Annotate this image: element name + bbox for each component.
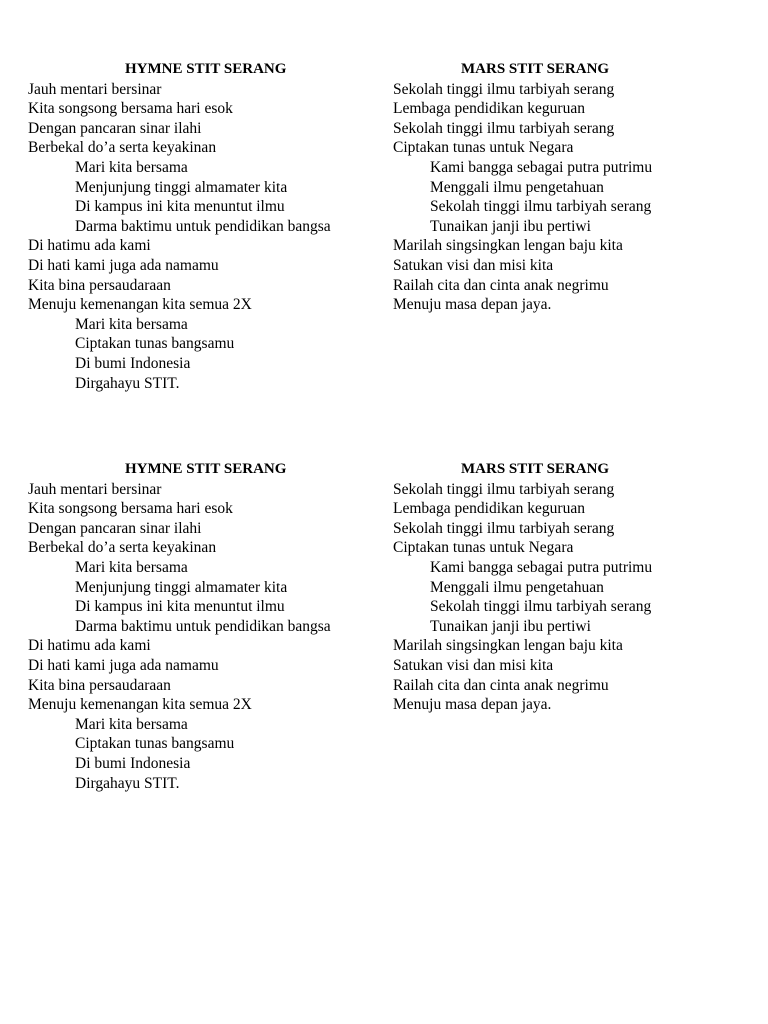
hymne-lyrics	[28, 80, 378, 394]
lyric-line: Di hati kami juga ada namamu	[28, 256, 219, 274]
lyric-line: Jauh mentari bersinar	[28, 80, 162, 98]
hymne-lyrics	[28, 480, 378, 794]
lyric-line: Kita songsong bersama hari esok	[28, 100, 233, 118]
lyric-line: Dengan pancaran sinar ilahi	[28, 519, 202, 537]
lyric-line: Menjunjung tinggi almamater kita	[75, 178, 288, 196]
lyric-line: Kita bina persaudaraan	[28, 276, 171, 294]
lyrics-sheet-copy-2	[0, 460, 768, 800]
lyric-line: Darma baktimu untuk pendidikan bangsa	[75, 217, 331, 235]
lyric-line: Menuju masa depan jaya.	[393, 696, 552, 714]
lyric-line: Di bumi Indonesia	[75, 754, 191, 772]
lyric-line: Lembaga pendidikan keguruan	[393, 100, 585, 118]
lyric-line: Ciptakan tunas untuk Negara	[393, 539, 574, 557]
lyric-line: Dirgahayu STIT.	[75, 374, 180, 392]
hymne-song	[28, 460, 378, 793]
lyric-line: Sekolah tinggi ilmu tarbiyah serang	[430, 198, 652, 216]
lyric-line: Di kampus ini kita menuntut ilmu	[75, 198, 285, 216]
lyric-line: Kami bangga sebagai putra putrimu	[430, 558, 653, 576]
lyric-line: Sekolah tinggi ilmu tarbiyah serang	[393, 480, 615, 498]
lyric-line: Sekolah tinggi ilmu tarbiyah serang	[393, 119, 615, 137]
lyric-line: Menjunjung tinggi almamater kita	[75, 578, 288, 596]
lyrics-sheet-copy-1	[0, 60, 768, 400]
lyric-line: Dengan pancaran sinar ilahi	[28, 119, 202, 137]
lyric-line: Menuju kemenangan kita semua 2X	[28, 296, 252, 314]
lyric-line: Dirgahayu STIT.	[75, 774, 180, 792]
mars-title: MARS STIT SERANG	[461, 461, 610, 477]
lyric-line: Menuju masa depan jaya.	[393, 296, 552, 314]
lyric-line: Mari kita bersama	[75, 158, 188, 176]
lyric-line: Marilah singsingkan lengan baju kita	[393, 237, 623, 255]
lyric-line: Sekolah tinggi ilmu tarbiyah serang	[430, 598, 652, 616]
lyric-line: Satukan visi dan misi kita	[393, 256, 554, 274]
lyric-line: Di bumi Indonesia	[75, 354, 191, 372]
lyric-line: Menggali ilmu pengetahuan	[430, 578, 604, 596]
lyric-line: Mari kita bersama	[75, 558, 188, 576]
lyric-line: Berbekal do’a serta keyakinan	[28, 139, 217, 157]
lyric-line: Sekolah tinggi ilmu tarbiyah serang	[393, 519, 615, 537]
lyric-line: Menggali ilmu pengetahuan	[430, 178, 604, 196]
lyric-line: Kita songsong bersama hari esok	[28, 500, 233, 518]
mars-lyrics	[393, 480, 723, 715]
lyric-line: Ciptakan tunas bangsamu	[75, 735, 235, 753]
lyric-line: Di hati kami juga ada namamu	[28, 656, 219, 674]
lyric-line: Di hatimu ada kami	[28, 637, 151, 655]
lyric-line: Berbekal do’a serta keyakinan	[28, 539, 217, 557]
lyric-line: Menuju kemenangan kita semua 2X	[28, 696, 252, 714]
lyric-line: Railah cita dan cinta anak negrimu	[393, 676, 609, 694]
lyric-line: Railah cita dan cinta anak negrimu	[393, 276, 609, 294]
lyric-line: Tunaikan janji ibu pertiwi	[430, 617, 591, 635]
lyric-line: Kita bina persaudaraan	[28, 676, 171, 694]
lyric-line: Mari kita bersama	[75, 715, 188, 733]
lyric-line: Darma baktimu untuk pendidikan bangsa	[75, 617, 331, 635]
lyric-line: Ciptakan tunas bangsamu	[75, 335, 235, 353]
mars-lyrics	[393, 80, 723, 315]
lyric-line: Kami bangga sebagai putra putrimu	[430, 158, 653, 176]
lyric-line: Di kampus ini kita menuntut ilmu	[75, 598, 285, 616]
hymne-song	[28, 60, 378, 393]
lyric-line: Marilah singsingkan lengan baju kita	[393, 637, 623, 655]
hymne-title: HYMNE STIT SERANG	[125, 61, 287, 77]
lyric-line: Jauh mentari bersinar	[28, 480, 162, 498]
mars-title: MARS STIT SERANG	[461, 61, 610, 77]
lyric-line: Sekolah tinggi ilmu tarbiyah serang	[393, 80, 615, 98]
lyric-line: Tunaikan janji ibu pertiwi	[430, 217, 591, 235]
lyric-line: Ciptakan tunas untuk Negara	[393, 139, 574, 157]
lyric-line: Lembaga pendidikan keguruan	[393, 500, 585, 518]
lyric-line: Satukan visi dan misi kita	[393, 656, 554, 674]
hymne-title: HYMNE STIT SERANG	[125, 461, 287, 477]
mars-song	[393, 60, 723, 315]
mars-song	[393, 460, 723, 715]
lyric-line: Di hatimu ada kami	[28, 237, 151, 255]
lyric-line: Mari kita bersama	[75, 315, 188, 333]
